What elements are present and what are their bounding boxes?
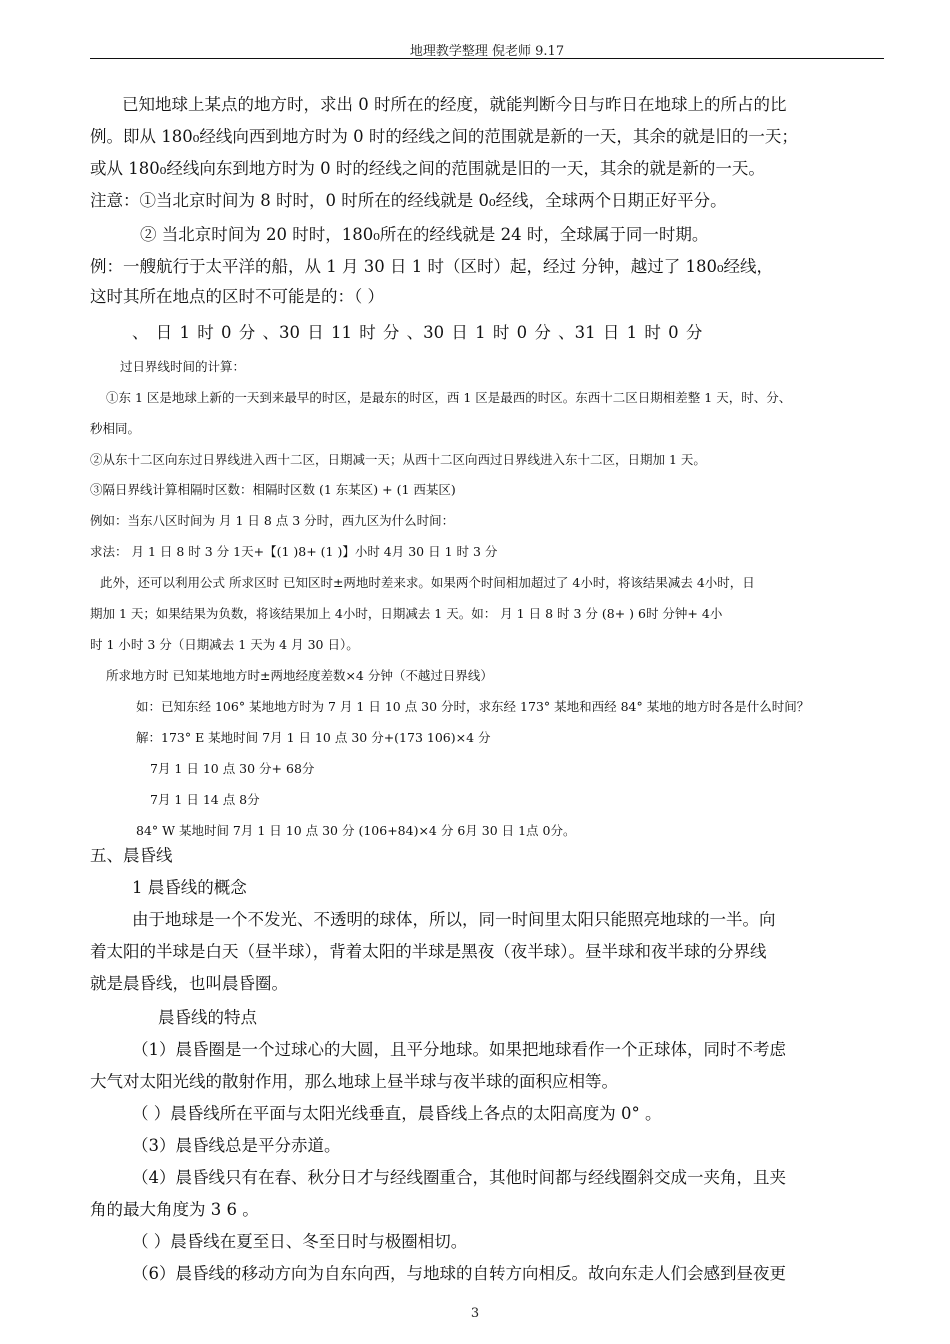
text-line: 这时其所在地点的区时不可能是的：（ ） [90,287,384,306]
text-line: 注意：①当北京时间为 8 时时，0 时所在的经线就是 0₀经线，全球两个日期正好平分。 [90,191,727,210]
text-line: 大气对太阳光线的散射作用，那么地球上昼半球与夜半球的面积应相等。 [90,1072,618,1091]
text-line: 过日界线时间的计算： [120,359,246,374]
text-line: 此外，还可以利用公式 所求区时 已知区时±两地时差来求。如果两个时间相加超过了 4小时，将该结果减去 4小时，日 [100,575,755,590]
text-line: 求法： 月 1 日 8 时 3 分 1天+【(1 )8+ (1 )】小时 4月 30 日 1 时 3 分 [90,544,498,559]
page-number: 3 [470,1306,480,1321]
text-line: 或从 180₀经线向东到地方时为 0 时的经线之间的范围就是旧的一天，其余的就是新的一天。 [90,159,765,178]
text-line: 例：一艘航行于太平洋的船，从 1 月 30 日 1 时（区时）起，经过 分钟，越过了 180₀经线， [90,257,774,276]
text-line: 例。即从 180₀经线向西到地方时为 0 时的经线之间的范围就是新的一天，其余的就是旧的一天； [90,127,798,146]
text-line: ③隔日界线计算相隔时区数：相隔时区数 (1 东某区) + (1 西某区) [90,482,456,497]
text-line: 解：173° E 某地时间 7月 1 日 10 点 30 分+(173 106)×4 分 [136,730,491,745]
text-line: （ ）晨昏线所在平面与太阳光线垂直，晨昏线上各点的太阳高度为 0° 。 [132,1104,662,1123]
text-line: 就是晨昏线，也叫晨昏圈。 [90,974,288,993]
text-line: 7月 1 日 14 点 8分 [150,792,260,807]
document-body [90,92,884,1287]
text-line: 如：已知东经 106° 某地地方时为 7 月 1 日 10 点 30 分时，求东经 173° 某地和西经 84° 某地的地方时各是什么时间？ [136,699,810,714]
text-line: （4）晨昏线只有在春、秋分日才与经线圈重合，其他时间都与经线圈斜交成一夹角，且夹 [132,1168,786,1187]
text-line: 已知地球上某点的地方时，求出 0 时所在的经度，就能判断今日与昨日在地球上的所占的比 [122,95,787,114]
text-line: ② 当北京时间为 20 时时，180₀所在的经线就是 24 时，全球属于同一时期。 [140,225,709,244]
text-line: 期加 1 天；如果结果为负数，将该结果加上 4小时，日期减去 1 天。如： 月 1 日 8 时 3 分 (8+ ) 6时 分钟+ 4小 [90,606,723,621]
text-line: 1 晨昏线的概念 [132,878,247,897]
text-line: （1）晨昏圈是一个过球心的大圆，且平分地球。如果把地球看作一个正球体，同时不考虑 [132,1040,786,1059]
text-line: 着太阳的半球是白天（昼半球），背着太阳的半球是黑夜（夜半球）。昼半球和夜半球的分界线 [90,942,767,961]
text-line: 7月 1 日 10 点 30 分+ 68分 [150,761,315,776]
text-line: 五、晨昏线 [90,846,173,865]
text-line: 晨昏线的特点 [158,1008,257,1027]
text-line: 84° W 某地时间 7月 1 日 10 点 30 分 (106+84)×4 分 6月 30 日 1点 0分。 [136,823,576,838]
text-line: 例如：当东八区时间为 月 1 日 8 点 3 分时，西九区为什么时间： [90,513,455,528]
text-line: 所求地方时 已知某地地方时±两地经度差数×4 分钟（不越过日界线） [106,668,493,683]
text-line: （3）晨昏线总是平分赤道。 [132,1136,341,1155]
text-line: （6）晨昏线的移动方向为自东向西，与地球的自转方向相反。故向东走人们会感到昼夜更 [132,1264,786,1283]
text-line: ①东 1 区是地球上新的一天到来最早的时区，是最东的时区，西 1 区是最西的时区。东西十二区日期相差整 1 天，时、分、 [106,390,792,405]
text-line: ②从东十二区向东过日界线进入西十二区，日期减一天；从西十二区向西过日界线进入东十二区，日期加 1 天。 [90,452,706,467]
text-line: （ ）晨昏线在夏至日、冬至日时与极圈相切。 [132,1232,468,1251]
text-line: 秒相同。 [90,421,141,436]
text-line: 角的最大角度为 3 6 。 [90,1200,259,1219]
text-line: 由于地球是一个不发光、不透明的球体，所以，同一时间里太阳只能照亮地球的一半。向 [132,910,776,929]
header-rule [90,58,884,59]
text-line: 时 1 小时 3 分（日期减去 1 天为 4 月 30 日）。 [90,637,359,652]
page-header: 地理教学整理 倪老师 9.17 [409,44,565,59]
text-line: 、 日 1 时 0 分 、30 日 11 时 分 、30 日 1 时 0 分 、31 日 1 时 0 分 [132,323,703,342]
